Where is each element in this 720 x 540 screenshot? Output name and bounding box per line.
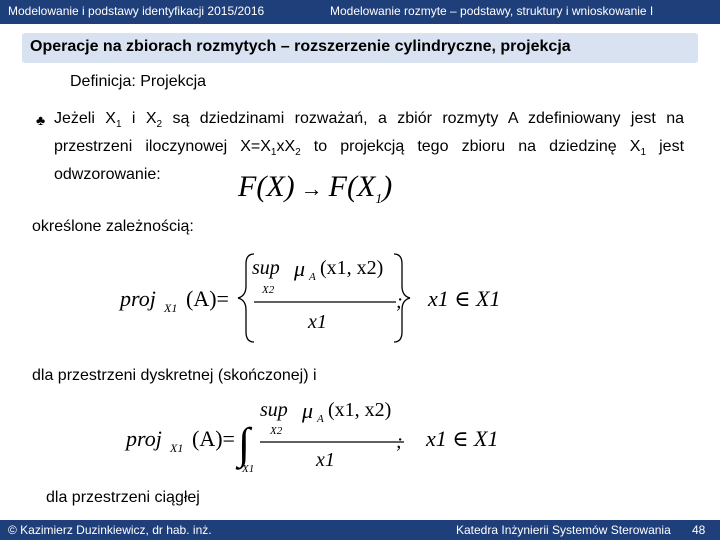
sup-operator: sup <box>252 257 280 279</box>
membership-condition: x1 ∈ X1 <box>428 286 501 311</box>
slide-title-band <box>22 33 698 63</box>
club-bullet-icon: ♣ <box>36 112 46 128</box>
discrete-caption: dla przestrzeni dyskretnej (skończonej) i <box>32 367 317 384</box>
sup-operator: sup <box>260 399 288 421</box>
mu-symbol: μ <box>294 256 306 281</box>
definition-label: Definicja: Projekcja <box>70 73 207 90</box>
semicolon: ; <box>396 431 403 453</box>
denominator: x1 <box>316 449 335 471</box>
continuous-projection-formula <box>118 392 518 482</box>
header-bar <box>0 0 720 24</box>
mu-arguments: (x1, x2) <box>320 257 384 279</box>
footer-department: Katedra Inżynierii Systemów Sterowania <box>456 523 671 537</box>
proj-subscript: X1 <box>164 301 178 315</box>
definition-paragraph: Jeżeli $X_1$ i $X_2$ są dziedzinami rozważań, a zbiór rozmyty A zdefiniowany jest na przestrzeni iloczynowej $X=X_1xX_2$ to projekcją tego zbioru na dziedzinę $X_1$ jest odwzorowanie: <box>54 110 685 184</box>
denominator: x1 <box>308 311 327 333</box>
discrete-projection-formula <box>110 246 510 346</box>
determined-by-label: określone zależnością: <box>32 218 194 235</box>
mu-arguments: (x1, x2) <box>328 399 392 421</box>
mu-subscript: A <box>309 271 316 283</box>
continuous-caption: dla przestrzeni ciągłej <box>46 489 200 506</box>
mu-symbol: μ <box>302 398 314 423</box>
proj-subscript: X1 <box>170 441 184 455</box>
proj-operator: proj <box>126 426 162 451</box>
page-number: 48 <box>692 523 706 537</box>
course-title: Modelowanie i podstawy identyfikacji 2015/2016 <box>8 4 265 18</box>
integral-sign: ∫ <box>238 419 251 468</box>
sup-underscript: X2 <box>270 425 283 437</box>
mu-subscript: A <box>317 413 324 425</box>
footer-bar <box>0 520 720 540</box>
proj-operator: proj <box>120 286 156 311</box>
footer-author: © Kazimierz Duzinkiewicz, dr hab. inż. <box>8 523 212 537</box>
slide-title: Operacje na zbiorach rozmytych – rozszerzenie cylindryczne, projekcja <box>30 38 571 55</box>
membership-condition: x1 ∈ X1 <box>426 426 499 451</box>
sup-underscript: X2 <box>262 284 275 296</box>
proj-argument: (A)= <box>192 426 235 451</box>
semicolon: ; <box>396 291 403 313</box>
proj-argument: (A)= <box>186 286 229 311</box>
lecture-title: Modelowanie rozmyte – podstawy, struktury i wnioskowanie I <box>330 4 654 18</box>
mapping-formula: $F(X) \to F(X_1)$ <box>238 170 393 207</box>
integral-subscript: X1 <box>242 463 255 475</box>
